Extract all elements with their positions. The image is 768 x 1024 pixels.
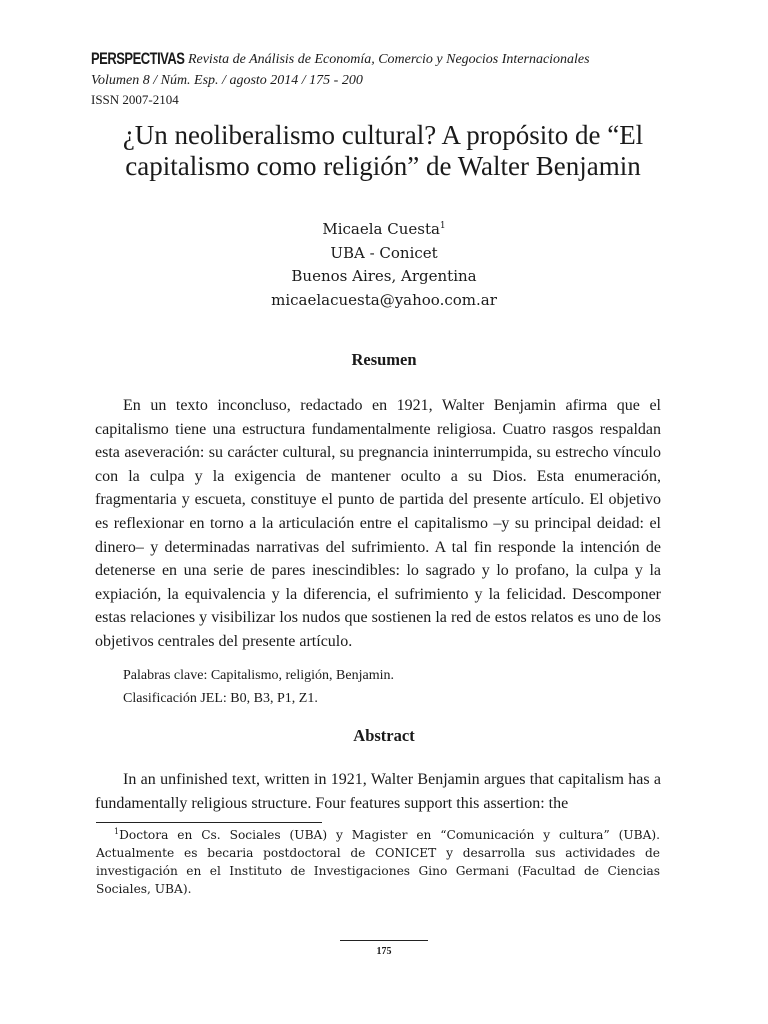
footnote-divider — [96, 822, 322, 823]
abstract-heading: Abstract — [353, 726, 415, 745]
journal-header — [91, 48, 691, 109]
author-footnote-mark: 1 — [439, 221, 446, 231]
author-name-line — [84, 218, 684, 242]
footnote-mark: 1 — [114, 826, 120, 836]
page-number: 175 — [376, 946, 392, 957]
journal-name: PERSPECTIVAS — [91, 49, 185, 68]
author-block — [84, 218, 684, 312]
abstract-paragraph: In an unfinished text, written in 1921, Walter Benjamin argues that capitalism has a fundamentally religious structure. Four features support this assertion: the — [95, 771, 661, 812]
palabras-clave: Palabras clave: Capitalismo, religión, Benjamin. — [123, 668, 394, 683]
keywords-block — [123, 664, 394, 710]
jel-classification: Clasificación JEL: B0, B3, P1, Z1. — [123, 691, 318, 706]
resumen-heading: Resumen — [351, 350, 417, 369]
author-email: micaelacuesta@yahoo.com.ar — [271, 290, 497, 309]
volume-line: Volumen 8 / Núm. Esp. / agosto 2014 / 175 - 200 — [91, 73, 363, 88]
journal-subtitle: Revista de Análisis de Economía, Comercio y Negocios Internacionales — [187, 52, 590, 67]
author-name: Micaela Cuesta — [322, 220, 440, 238]
footnote — [96, 826, 660, 898]
author-affiliation: UBA - Conicet — [330, 243, 438, 262]
article-title — [80, 120, 686, 182]
issn: ISSN 2007-2104 — [91, 92, 179, 107]
article-title-line-2: capitalismo como religión” de Walter Benjamin — [125, 151, 641, 181]
resumen-paragraph: En un texto inconcluso, redactado en 1921, Walter Benjamin afirma que el capitalismo tiene una estructura fundamentalmente religiosa. Cuatro rasgos respaldan esta aseveración: su carácter cultural, su pregnancia ininterrumpida, su estrecho vínculo con la culpa y la exigencia de mantener oculto a su Dios. Esta enumeración, fragmentaria y escueta, constituye el punto de partida del presente artículo. El objetivo es reflexionar en torno a la articulación entre el capitalismo –y su principal deidad: el dinero– y determinadas narrativas del sufrimiento. A tal fin responde la intención de detenerse en una serie de pares inescindibles: lo sagrado y lo profano, la culpa y la expiación, la equivalencia y la diferencia, el sufrimiento y la felicidad. Descomponer estas relaciones y visibilizar los nudos que sostienen la red de estos relatos es uno de los objetivos centrales del presente artículo. — [95, 397, 661, 650]
footnote-text: Doctora en Cs. Sociales (UBA) y Magister en “Comunicación y cultura” (UBA). Actualmente es becaria postdoctoral de CONICET y desarrolla sus actividades de investigación en el Instituto de Investigaciones Gino Germani (Facultad de Ciencias Sociales, UBA). — [96, 828, 660, 896]
article-title-line-1: ¿Un neoliberalismo cultural? A propósito de “El — [122, 120, 644, 150]
author-location: Buenos Aires, Argentina — [291, 267, 477, 285]
journal-title-line — [91, 48, 691, 71]
page-number-rule — [340, 940, 428, 941]
